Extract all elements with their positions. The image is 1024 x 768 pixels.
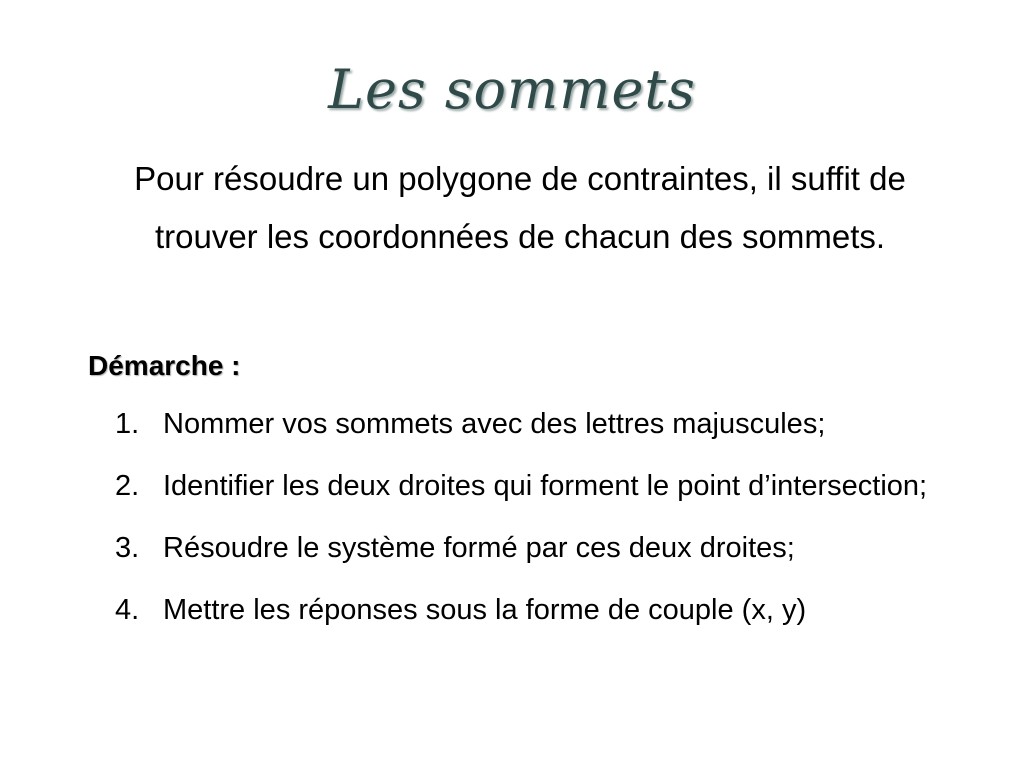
steps-heading: Démarche : [88,350,241,381]
step-number: 2. [115,470,140,502]
step-number: 4. [115,594,140,626]
list-item [115,591,995,629]
list-item [115,467,995,505]
list-item [115,529,995,567]
steps-list [115,405,995,653]
step-number: 3. [115,532,140,564]
step-text: Résoudre le système formé par ces deux droites; [163,532,795,564]
intro-paragraph: Pour résoudre un polygone de contraintes, il suffit de trouver les coordonnées de chacun des sommets. [134,160,906,255]
step-text: Mettre les réponses sous la forme de couple (x, y) [163,594,807,626]
step-text: Nommer vos sommets avec des lettres majuscules; [163,408,826,440]
step-text: Identifier les deux droites qui forment le point d’intersection; [163,470,928,502]
slide-title: Les sommets [328,58,696,121]
step-number: 1. [115,408,140,440]
list-item [115,405,995,443]
